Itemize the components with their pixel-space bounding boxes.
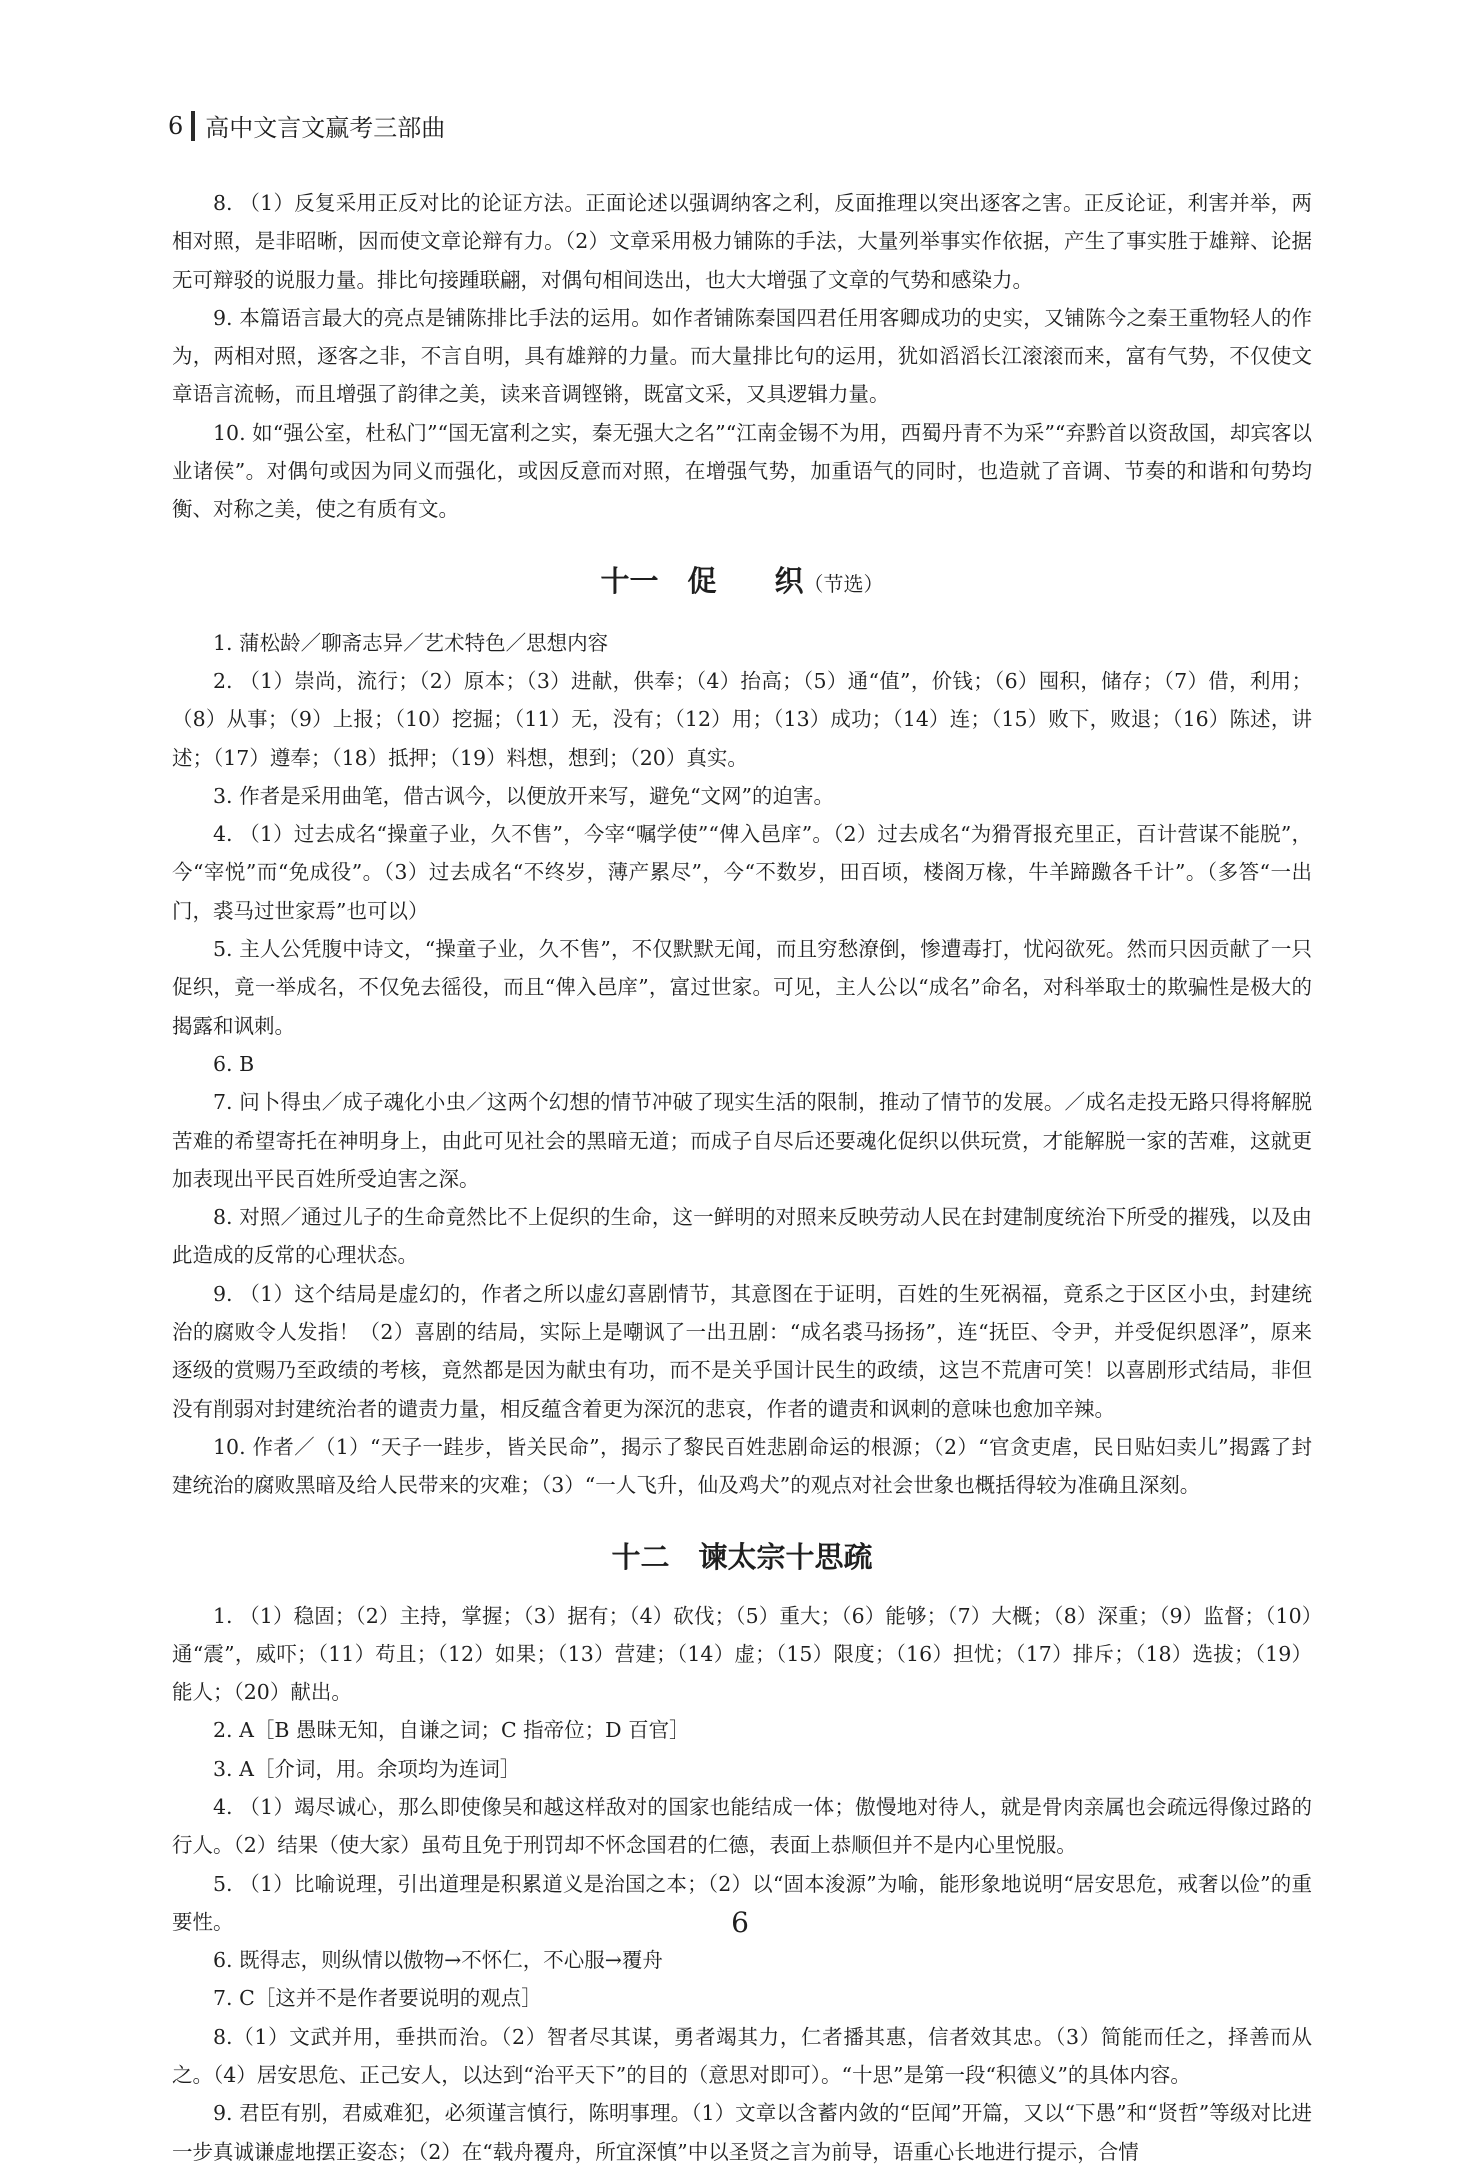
header-page-number: 6: [168, 111, 184, 140]
answer-paragraph: 4. （1）竭尽诚心，那么即使像吴和越这样敌对的国家也能结成一体；傲慢地对待人，就是骨肉亲属也会疏远得像过路的行人。（2）结果（使大家）虽苟且免于刑罚却不怀念国君的仁德，表面上恭顺但并不是内心里悦服。: [172, 1794, 1312, 1858]
answer-paragraph: 2. A［B 愚昧无知，自谦之词；C 指帝位；D 百官］: [213, 1718, 690, 1743]
answer-paragraph: 2. （1）崇尚，流行；（2）原本；（3）进献，供奉；（4）抬高；（5）通“值”，价钱；（6）囤积，储存；（7）借，利用；（8）从事；（9）上报；（10）挖掘；（11）无，没有；（12）用；（13）成功；（14）连；（15）败下，败退；（16）陈述，讲述；（17）遵奉；（18）抵押；（19）料想，想到；（20）真实。: [172, 668, 1312, 770]
section-subtitle: （节选）: [803, 571, 884, 596]
answer-paragraph: 9. （1）这个结局是虚幻的，作者之所以虚幻喜剧情节，其意图在于证明，百姓的生死祸福，竟系之于区区小虫，封建统治的腐败令人发指！（2）喜剧的结局，实际上是嘲讽了一出丑剧：“成名裘马扬扬”，连“抚臣、令尹，并受促织恩泽”，原来逐级的赏赐乃至政绩的考核，竟然都是因为献虫有功，而不是关乎国计民生的政绩，这岂不荒唐可笑！以喜剧形式结局，非但没有削弱对封建统治者的谴责力量，相反蕴含着更为深沉的悲哀，作者的谴责和讽刺的意味也愈加辛辣。: [172, 1281, 1312, 1421]
answer-paragraph: 3. 作者是采用曲笔，借古讽今，以便放开来写，避免“文网”的迫害。: [213, 783, 835, 808]
answer-paragraph: 3. A［介词，用。余项均为连词］: [213, 1756, 521, 1781]
running-header: [168, 108, 445, 143]
answer-paragraph: 10. 作者／（1）“天子一跬步，皆关民命”，揭示了黎民百姓悲剧命运的根源；（2）“官贪吏虐，民日贴妇卖儿”揭露了封建统治的腐败黑暗及给人民带来的灾难；（3）“一人飞升，仙及鸡犬”的观点对社会世象也概括得较为准确且深刻。: [172, 1434, 1312, 1498]
header-book-title: 高中文言文赢考三部曲: [205, 114, 446, 142]
answer-paragraph: 6. 既得志，则纵情以傲物→不怀仁，不心服→覆舟: [213, 1948, 663, 1973]
answer-paragraph: 7. 问卜得虫／成子魂化小虫／这两个幻想的情节冲破了现实生活的限制，推动了情节的发展。／成名走投无路只得将解脱苦难的希望寄托在神明身上，由此可见社会的黑暗无道；而成子自尽后还要魂化促织以供玩赏，才能解脱一家的苦难，这就更加表现出平民百姓所受迫害之深。: [172, 1090, 1312, 1191]
answer-paragraph: 5. （1）比喻说理，引出道理是积累道义是治国之本；（2）以“固本浚源”为喻，能形象地说明“居安思危，戒奢以俭”的重要性。: [172, 1871, 1312, 1934]
answer-paragraph: 10. 如“强公室，杜私门”“国无富利之实，秦无强大之名”“江南金锡不为用，西蜀丹青不为采”“弃黔首以资敌国，却宾客以业诸侯”。对偶句或因为同义而强化，或因反意而对照，在增强气势，加重语气的同时，也造就了音调、节奏的和谐和句势均衡、对称之美，使之有质有文。: [172, 420, 1312, 522]
section-title-jiantaizong: [172, 1537, 1312, 1577]
answer-paragraph: 8. 对照／通过儿子的生命竟然比不上促织的生命，这一鲜明的对照来反映劳动人民在封建制度统治下所受的摧残，以及由此造成的反常的心理状态。: [172, 1205, 1312, 1268]
header-divider: [191, 111, 195, 141]
answer-paragraph: 9. 君臣有别，君威难犯，必须谨言慎行，陈明事理。（1）文章以含蓄内敛的“臣闻”开篇，又以“下愚”和“贤哲”等级对比进一步真诚谦虚地摆正姿态；（2）在“载舟覆舟，所宜深慎”中以圣贤之言为前导，语重心长地进行提示，合情: [172, 2101, 1312, 2164]
answer-paragraph: 7. C［这并不是作者要说明的观点］: [213, 1986, 542, 2011]
answer-paragraph: 4. （1）过去成名“操童子业，久不售”，今宰“嘱学使”“俾入邑庠”。（2）过去成名“为猾胥报充里正，百计营谋不能脱”，今“宰悦”而“免成役”。（3）过去成名“不终岁，薄产累尽”，今“不数岁，田百顷，楼阁万椽，牛羊蹄躈各千计”。（多答“一出门，裘马过世家焉”也可以）: [172, 822, 1312, 923]
page-body: [172, 184, 1312, 2171]
section-title-text: 十一 促 织: [600, 563, 804, 598]
answer-paragraph: 5. 主人公凭腹中诗文，“操童子业，久不售”，不仅默默无闻，而且穷愁潦倒，惨遭毒打，忧闷欲死。然而只因贡献了一只促织，竟一举成名，不仅免去徭役，而且“俾入邑庠”，富过世家。可见，主人公以“成名”命名，对科举取士的欺骗性是极大的揭露和讽刺。: [172, 937, 1312, 1038]
footer-page-number: 6: [731, 1906, 749, 1939]
answer-paragraph: 8. （1）反复采用正反对比的论证方法。正面论述以强调纳客之利，反面推理以突出逐客之害。正反论证，利害并举，两相对照，是非昭晰，因而使文章论辩有力。（2）文章采用极力铺陈的手法，大量列举事实作依据，产生了事实胜于雄辩、论据无可辩驳的说服力量。排比句接踵联翩，对偶句相间迭出，也大大增强了文章的气势和感染力。: [172, 191, 1312, 292]
answer-paragraph: 1. 蒲松龄／聊斋志异／艺术特色／思想内容: [213, 630, 609, 655]
answer-paragraph: 8.（1）文武并用，垂拱而治。（2）智者尽其谋，勇者竭其力，仁者播其惠，信者效其忠。（3）简能而任之，择善而从之。（4）居安思危、正己安人，以达到“治平天下”的目的（意思对即可）。“十思”是第一段“积德义”的具体内容。: [172, 2024, 1312, 2088]
answer-paragraph: 1. （1）稳固；（2）主持，掌握；（3）据有；（4）砍伐；（5）重大；（6）能够；（7）大概；（8）深重；（9）监督；（10）通“震”，威吓；（11）苟且；（12）如果；（13）营建；（14）虚；（15）限度；（16）担忧；（17）排斥；（18）选拔；（19）能人；（20）献出。: [172, 1603, 1312, 1705]
section-title-text: 十二 谏太宗十思疏: [611, 1539, 873, 1574]
answer-paragraph: 6. B: [213, 1051, 255, 1076]
section-title-cuzhi: [172, 561, 1312, 604]
answer-paragraph: 9. 本篇语言最大的亮点是铺陈排比手法的运用。如作者铺陈秦国四君任用客卿成功的史实，又铺陈今之秦王重物轻人的作为，两相对照，逐客之非，不言自明，具有雄辩的力量。而大量排比句的运用，犹如滔滔长江滚滚而来，富有气势，不仅使文章语言流畅，而且增强了韵律之美，读来音调铿锵，既富文采，又具逻辑力量。: [172, 305, 1312, 407]
